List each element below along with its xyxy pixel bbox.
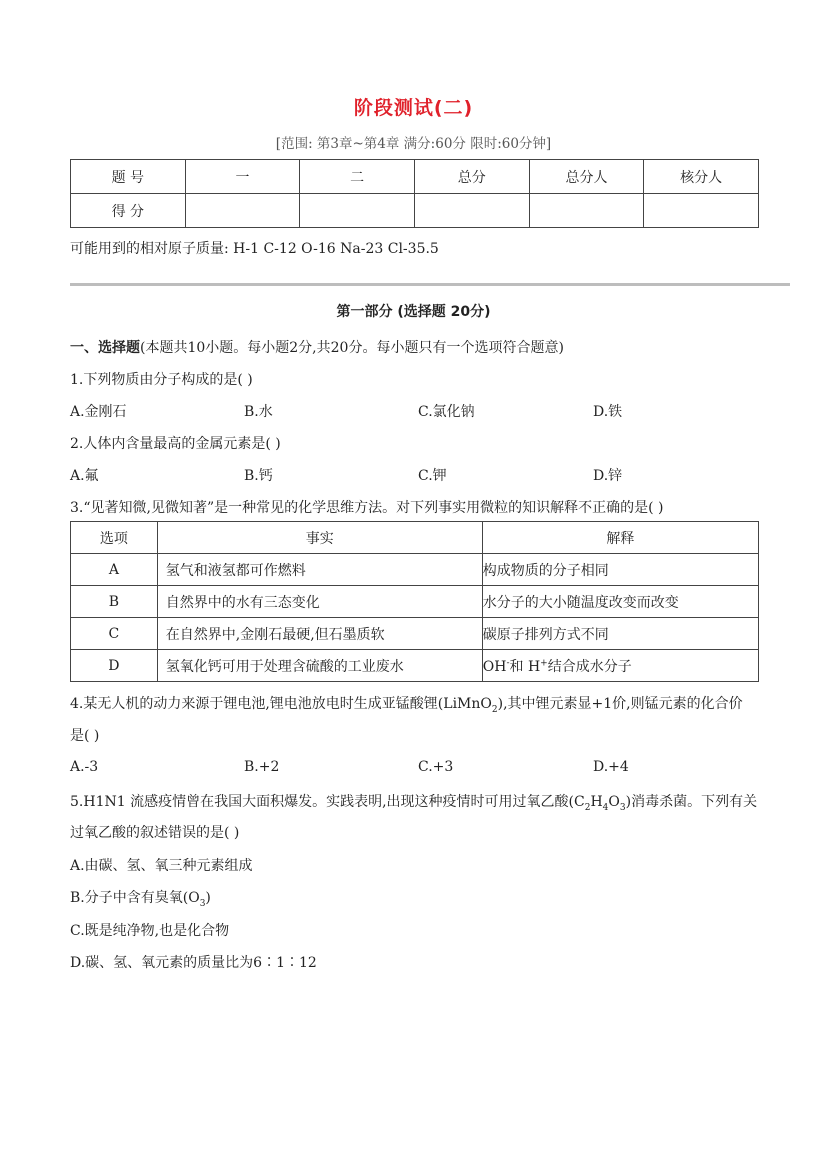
instruction-label: 一、选择题 xyxy=(70,340,140,356)
formula-subscript: 3 xyxy=(199,898,206,909)
q3-option-label: B xyxy=(71,586,158,618)
score-header-cell: 一 xyxy=(185,160,300,194)
q1-stem: 1.下列物质由分子构成的是( ) xyxy=(70,372,253,388)
q3-stem: 3.“见著知微,见微知著”是一种常见的化学思维方法。对下列事实用微粒的知识解释不正确的是( ) xyxy=(70,500,664,516)
q3-header-explanation: 解释 xyxy=(482,522,758,554)
q5-option-a[interactable]: A.由碳、氢、氧三种元素组成 xyxy=(70,858,253,874)
q2-option-c[interactable]: C.钾 xyxy=(418,468,447,484)
formula-text: 和 H xyxy=(509,658,541,675)
q3-option-label: D xyxy=(71,650,158,682)
q4-option-b[interactable]: B.+2 xyxy=(244,759,280,775)
q3-fact: 氢氧化钙可用于处理含硫酸的工业废水 xyxy=(157,650,482,682)
q5-stem-line1 xyxy=(70,791,757,813)
score-cell[interactable] xyxy=(644,194,759,228)
score-cell[interactable] xyxy=(185,194,300,228)
instruction-text: (本题共10小题。每小题2分,共20分。每小题只有一个选项符合题意) xyxy=(140,340,564,356)
q3-row-a[interactable] xyxy=(71,554,759,586)
formula-text: OH xyxy=(482,658,507,675)
q4-option-a[interactable]: A.-3 xyxy=(70,759,99,775)
score-table-header-row xyxy=(71,160,759,194)
q1-option-a[interactable]: A.金刚石 xyxy=(70,404,127,420)
formula-subscript: 3 xyxy=(619,802,626,813)
q3-fact: 自然界中的水有三态变化 xyxy=(157,586,482,618)
score-header-cell: 核分人 xyxy=(644,160,759,194)
q1-option-c[interactable]: C.氯化钠 xyxy=(418,404,475,420)
score-header-cell: 总分人 xyxy=(529,160,644,194)
q3-explanation: 水分子的大小随温度改变而改变 xyxy=(482,586,758,618)
q2-option-d[interactable]: D.锌 xyxy=(593,468,623,484)
score-cell[interactable] xyxy=(529,194,644,228)
q3-row-b[interactable] xyxy=(71,586,759,618)
formula-subscript: 2 xyxy=(491,704,498,715)
formula-text: O xyxy=(608,794,620,810)
charge-superscript: - xyxy=(506,657,510,668)
q4-stem-line2: 是( ) xyxy=(70,728,100,744)
q2-option-b[interactable]: B.钙 xyxy=(244,468,273,484)
q5-option-b[interactable] xyxy=(70,887,211,909)
q5-stem-line2: 过氧乙酸的叙述错误的是( ) xyxy=(70,825,240,841)
q3-table xyxy=(70,521,759,682)
q5-option-b-text: ) xyxy=(205,890,211,906)
q3-explanation: 构成物质的分子相同 xyxy=(482,554,758,586)
q4-stem-text: ),其中锂元素显+1价,则锰元素的化合价 xyxy=(497,696,743,712)
q5-stem-text: 5.H1N1 流感疫情曾在我国大面积爆发。实践表明,出现这种疫情时可用过氧乙酸(C xyxy=(70,794,585,810)
q3-header-fact: 事实 xyxy=(157,522,482,554)
q3-row-c[interactable] xyxy=(71,618,759,650)
q1-option-b[interactable]: B.水 xyxy=(244,404,273,420)
q3-fact: 在自然界中,金刚石最硬,但石墨质软 xyxy=(157,618,482,650)
q3-fact: 氢气和液氢都可作燃料 xyxy=(157,554,482,586)
q5-option-d[interactable]: D.碳、氢、氧元素的质量比为6∶1∶12 xyxy=(70,955,317,971)
q3-explanation: 碳原子排列方式不同 xyxy=(482,618,758,650)
score-row-label: 得 分 xyxy=(71,194,186,228)
q5-option-c[interactable]: C.既是纯净物,也是化合物 xyxy=(70,923,230,939)
formula-text: 结合成水分子 xyxy=(547,658,632,675)
q2-option-a[interactable]: A.氟 xyxy=(70,468,99,484)
charge-superscript: + xyxy=(540,657,548,668)
score-header-cell: 二 xyxy=(300,160,415,194)
q4-option-d[interactable]: D.+4 xyxy=(593,759,629,775)
q3-option-label: A xyxy=(71,554,158,586)
q5-stem-text: )消毒杀菌。下列有关 xyxy=(625,794,758,810)
atomic-masses: 可能用到的相对原子质量: H-1 C-12 O-16 Na-23 Cl-35.5 xyxy=(70,241,439,257)
formula-subscript: 4 xyxy=(602,802,609,813)
score-table xyxy=(70,159,759,228)
score-cell[interactable] xyxy=(414,194,529,228)
q3-explanation xyxy=(482,650,758,682)
q3-header-option: 选项 xyxy=(71,522,158,554)
q4-stem-line1 xyxy=(70,693,743,715)
page-title: 阶段测试(二) xyxy=(353,97,474,119)
q4-stem-text: 4.某无人机的动力来源于锂电池,锂电池放电时生成亚锰酸锂(LiMnO xyxy=(70,696,492,712)
formula-subscript: 2 xyxy=(584,802,591,813)
section-title: 第一部分 (选择题 20分) xyxy=(336,304,491,320)
q3-row-d[interactable] xyxy=(71,650,759,682)
section-divider xyxy=(70,283,790,286)
q3-table-header xyxy=(71,522,759,554)
score-table-score-row xyxy=(71,194,759,228)
q2-stem: 2.人体内含量最高的金属元素是( ) xyxy=(70,436,281,452)
score-header-cell: 题 号 xyxy=(71,160,186,194)
score-cell[interactable] xyxy=(300,194,415,228)
formula-text: H xyxy=(590,794,603,810)
q4-option-c[interactable]: C.+3 xyxy=(418,759,454,775)
section-instruction xyxy=(70,337,564,357)
q3-option-label: C xyxy=(71,618,158,650)
exam-scope: [范围: 第3章~第4章 满分:60分 限时:60分钟] xyxy=(275,136,552,152)
q1-option-d[interactable]: D.铁 xyxy=(593,404,623,420)
score-header-cell: 总分 xyxy=(414,160,529,194)
q5-option-b-text: B.分子中含有臭氧(O xyxy=(70,890,200,906)
